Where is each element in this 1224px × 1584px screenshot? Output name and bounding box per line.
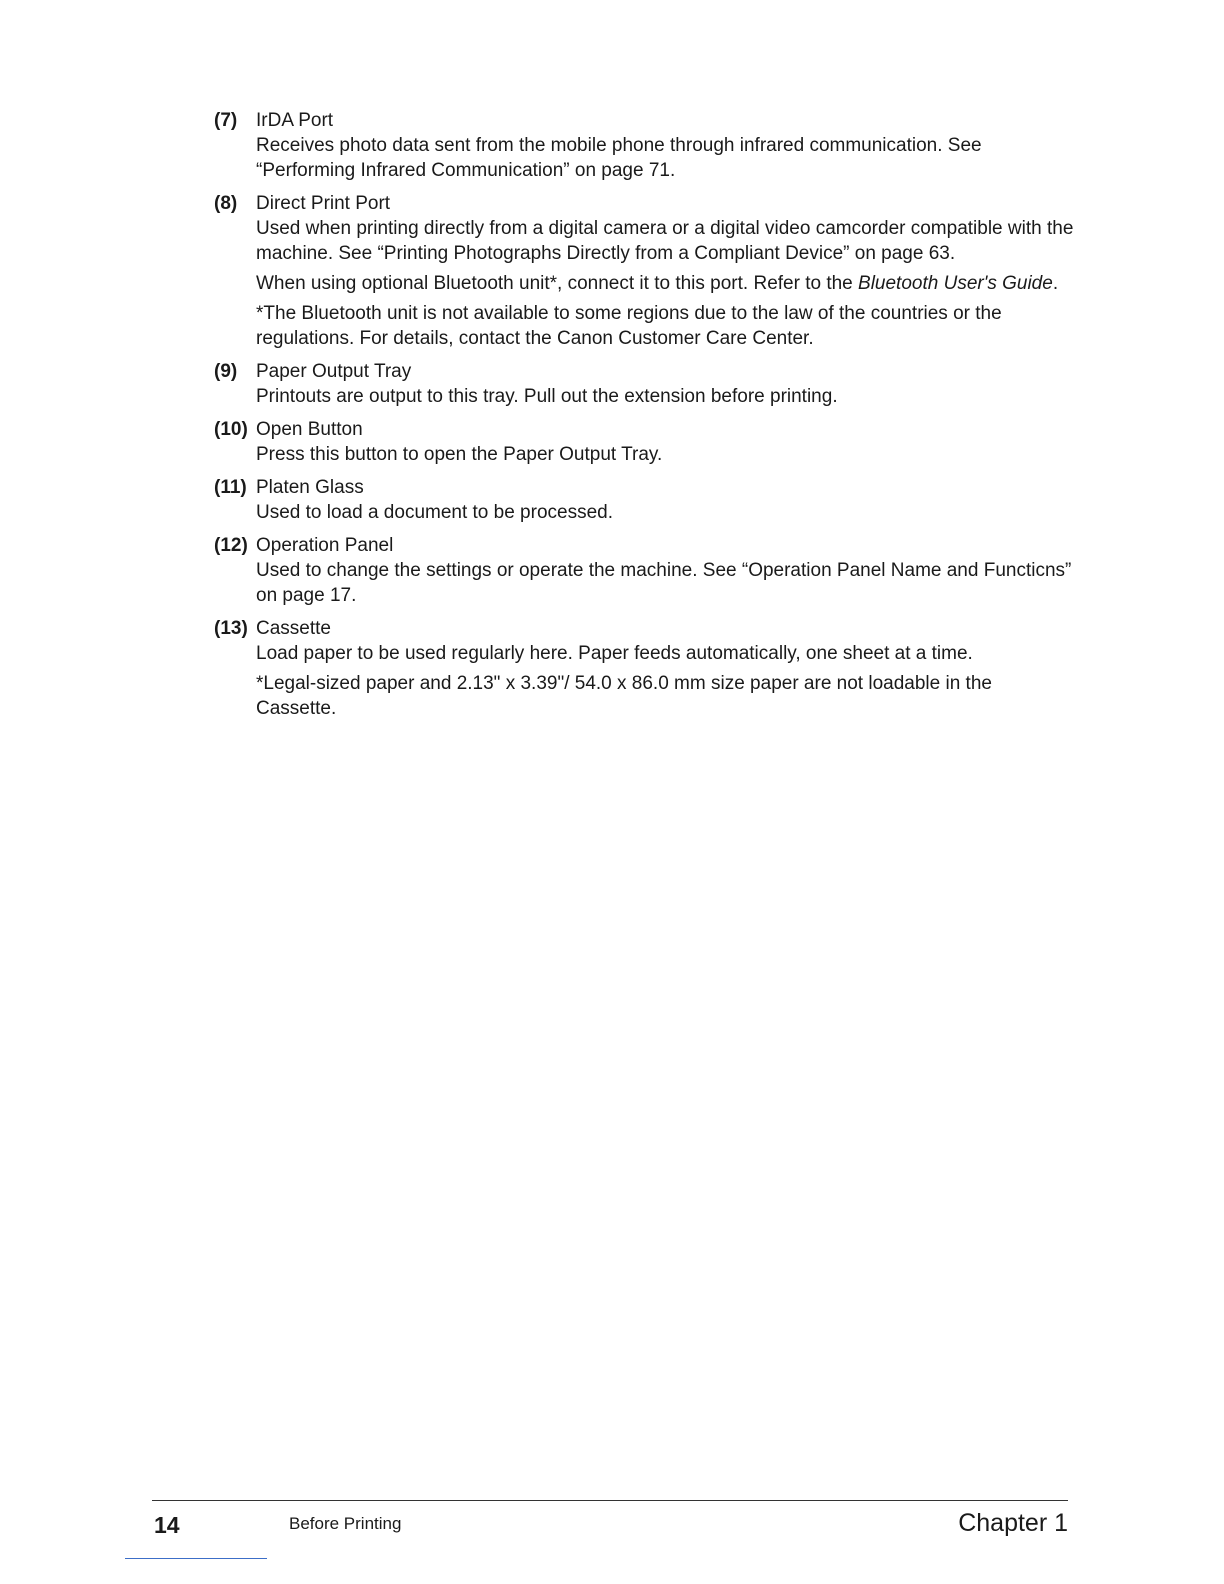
item-description: Press this button to open the Paper Output Tray. — [256, 444, 663, 465]
item-direct-print-port — [214, 191, 1074, 351]
item-paper-output-tray — [214, 359, 1074, 409]
item-number: (11) — [214, 477, 247, 498]
item-number: (8) — [214, 193, 238, 214]
item-description: Used when printing directly from a digital camera or a digital video camcorder compatible with the machine. See “Printing Photographs Directly from a Compliant Device” on page 63. — [256, 218, 1074, 264]
item-number: (7) — [214, 110, 238, 131]
item-body — [256, 417, 1074, 467]
item-body — [256, 359, 1074, 409]
footer-link-underline — [125, 1558, 267, 1559]
page-content — [214, 108, 1074, 729]
item-platen-glass — [214, 475, 1074, 525]
item-title: Cassette — [256, 618, 331, 639]
item-description: Used to change the settings or operate the machine. See “Operation Panel Name and Functicns” on page 17. — [256, 560, 1072, 606]
bluetooth-note: *The Bluetooth unit is not available to some regions due to the law of the countries or the regulations. For details, contact the Canon Customer Care Center. — [256, 303, 1002, 349]
item-body — [256, 475, 1074, 525]
footer-divider — [152, 1500, 1068, 1501]
bluetooth-paragraph — [256, 271, 1074, 296]
bluetooth-text-after: . — [1052, 273, 1059, 294]
bluetooth-text-before: When using optional Bluetooth unit*, connect it to this port. Refer to the — [256, 273, 859, 294]
item-number: (12) — [214, 535, 248, 556]
footer-chapter: Chapter 1 — [958, 1509, 1068, 1537]
item-open-button — [214, 417, 1074, 467]
item-title: Paper Output Tray — [256, 361, 412, 382]
item-title: Open Button — [256, 419, 363, 440]
bluetooth-guide-title: Bluetooth User's Guide — [858, 273, 1053, 294]
item-description: Receives photo data sent from the mobile phone through infrared communication. See “Performing Infrared Communication” on page 71. — [256, 135, 982, 181]
item-number: (13) — [214, 618, 248, 639]
item-cassette — [214, 616, 1074, 721]
item-description: Load paper to be used regularly here. Paper feeds automatically, one sheet at a time. — [256, 643, 973, 664]
item-title: Operation Panel — [256, 535, 394, 556]
item-irda-port — [214, 108, 1074, 183]
page-number: 14 — [154, 1512, 180, 1538]
item-title: Direct Print Port — [256, 193, 391, 214]
footer-section-title: Before Printing — [289, 1514, 402, 1533]
item-body — [256, 191, 1074, 351]
cassette-note: *Legal-sized paper and 2.13" x 3.39"/ 54.0 x 86.0 mm size paper are not loadable in the Cassette. — [256, 673, 992, 719]
item-title: IrDA Port — [256, 110, 334, 131]
item-operation-panel — [214, 533, 1074, 608]
item-number: (10) — [214, 419, 248, 440]
item-description: Printouts are output to this tray. Pull out the extension before printing. — [256, 386, 838, 407]
item-description: Used to load a document to be processed. — [256, 502, 614, 523]
item-body — [256, 616, 1074, 721]
item-title: Platen Glass — [256, 477, 364, 498]
item-body — [256, 533, 1074, 608]
item-number: (9) — [214, 361, 238, 382]
item-body — [256, 108, 1074, 183]
